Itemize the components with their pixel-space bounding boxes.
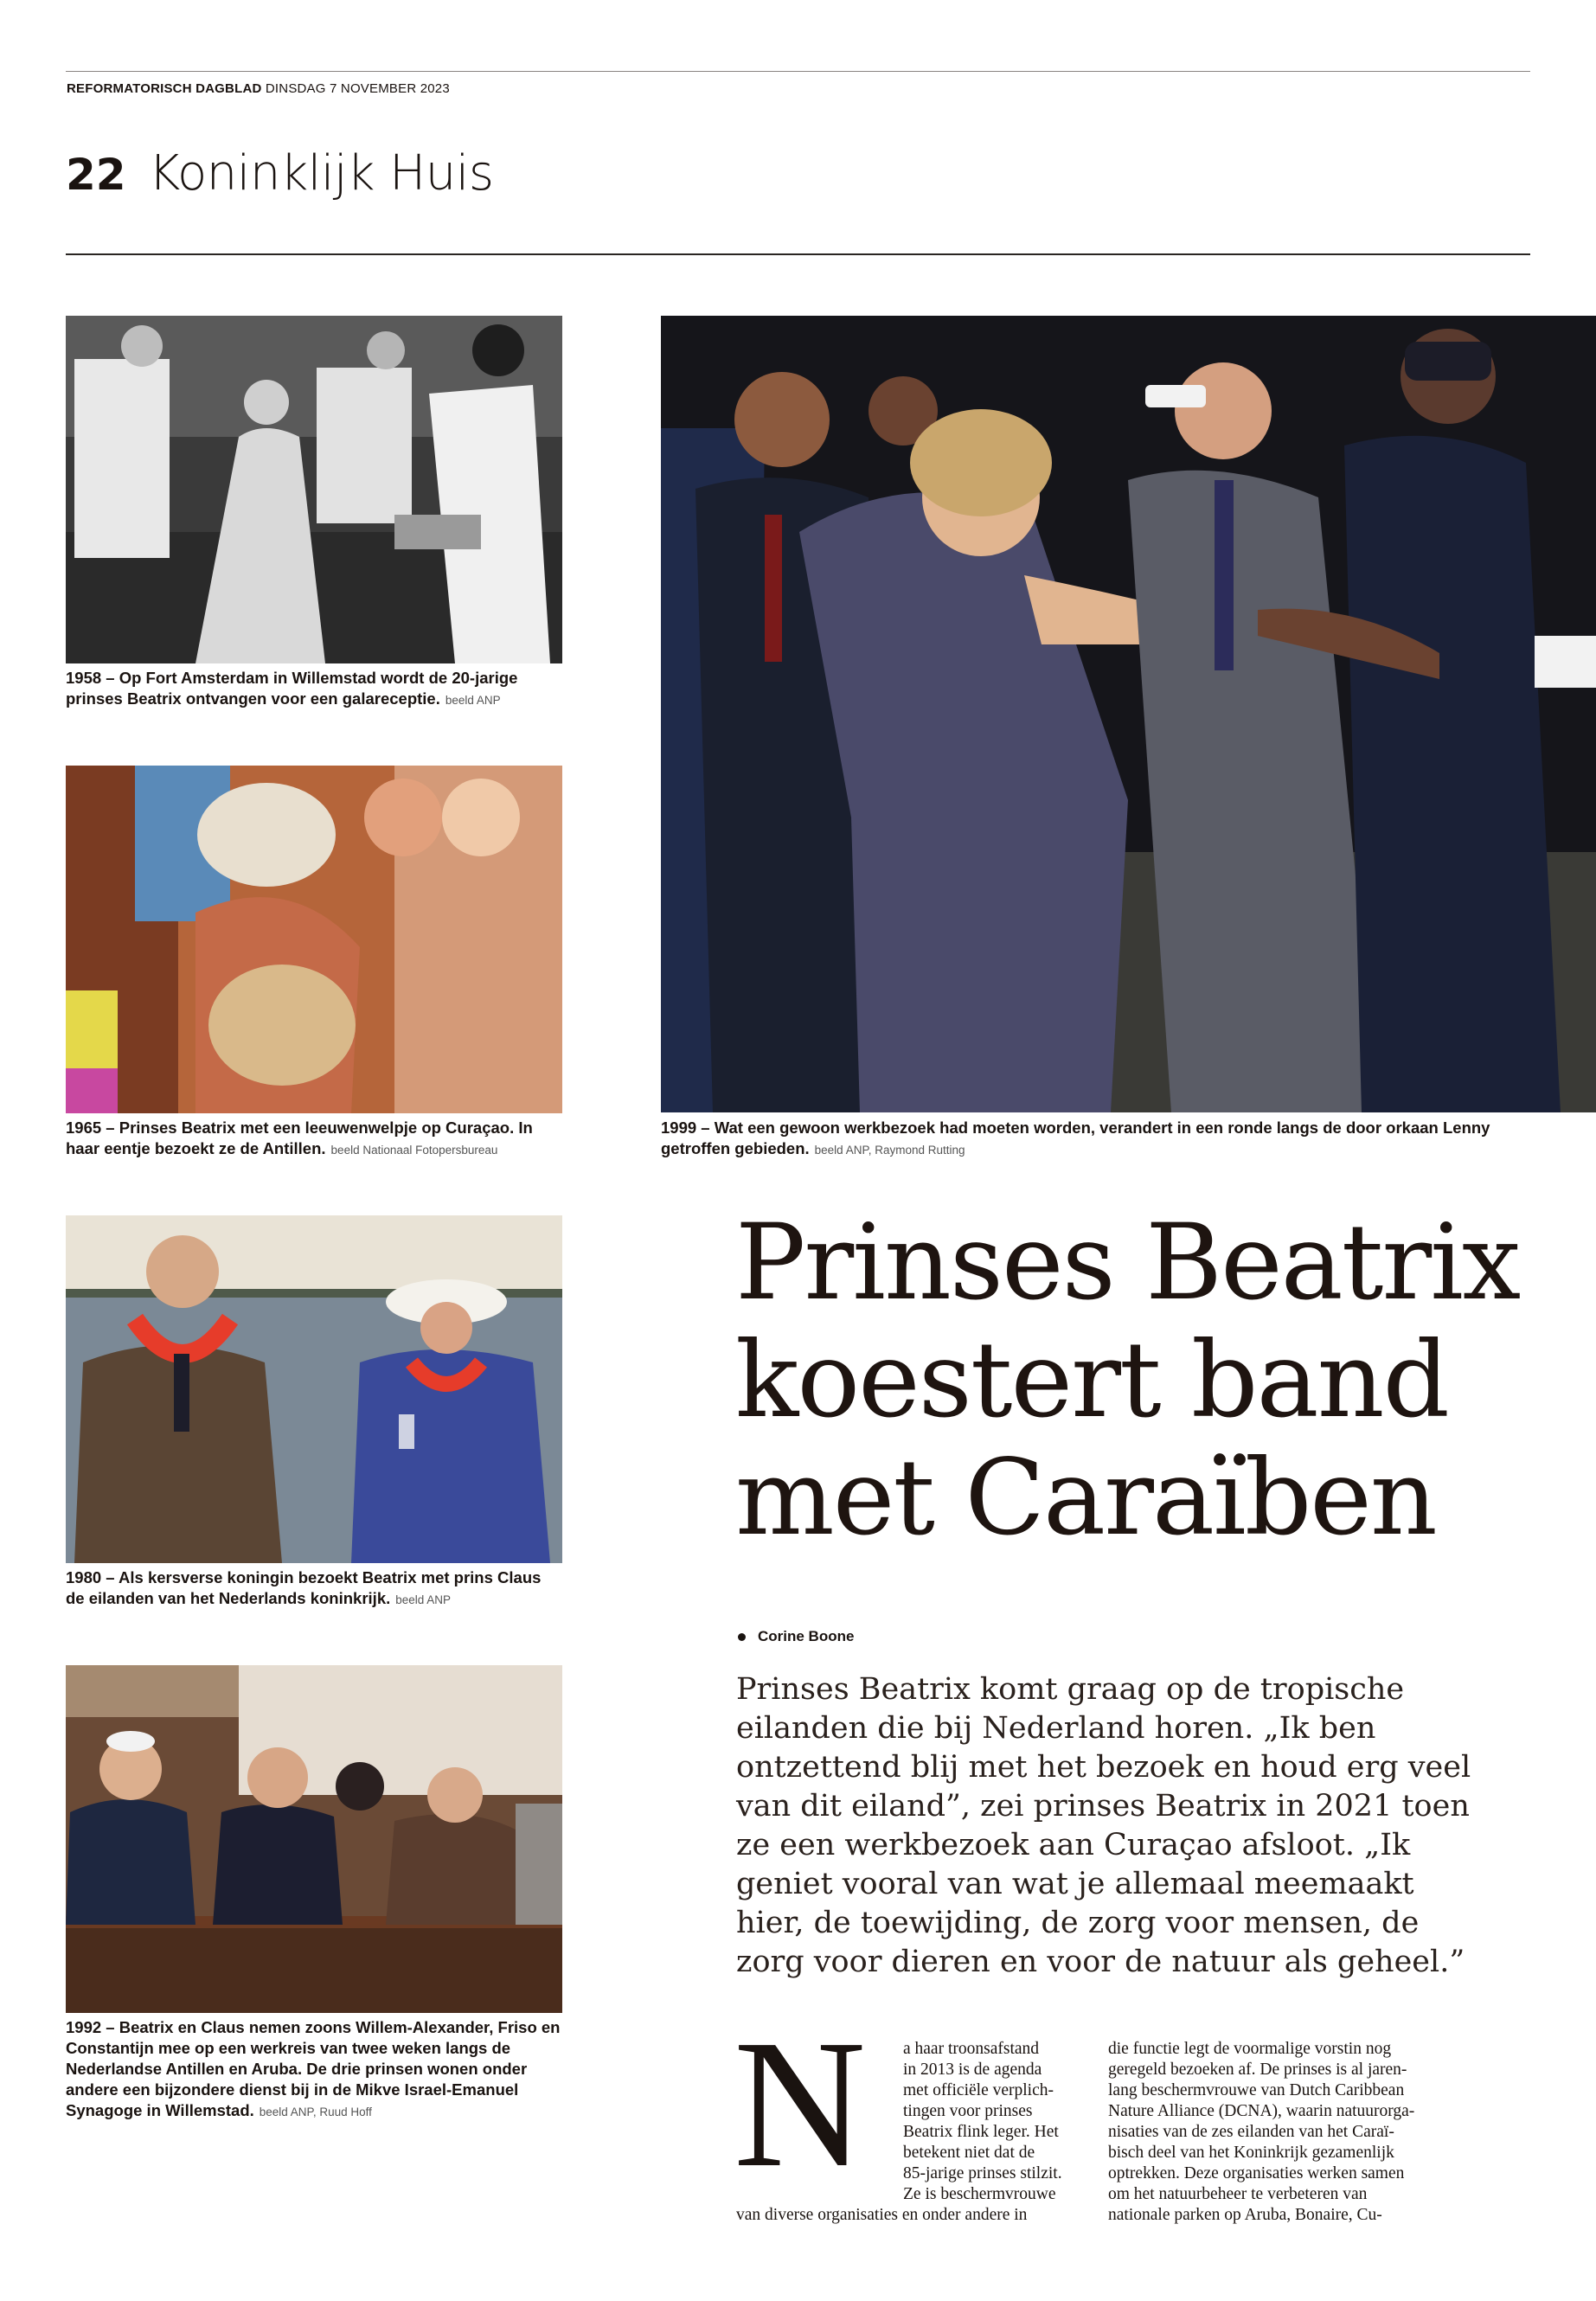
body-line: in 2013 is de agenda bbox=[903, 2061, 1042, 2079]
body-line: betekent niet dat de bbox=[903, 2144, 1035, 2162]
caption-1965 bbox=[66, 1118, 562, 1161]
caption-1958 bbox=[66, 668, 562, 711]
photo-1958 bbox=[66, 316, 562, 663]
caption-text: 1980 – Als kersverse koningin bezoekt Beatrix met prins Claus de eilanden van het Nederlands koninkrijk. bbox=[66, 1568, 542, 1607]
body-line: nationale parken op Aruba, Bonaire, Cu- bbox=[1108, 2206, 1382, 2224]
top-rule bbox=[66, 71, 1530, 72]
photo-credit: beeld ANP, Ruud Hoff bbox=[259, 2106, 372, 2118]
bullet-icon bbox=[738, 1633, 746, 1641]
publication-name: REFORMATORISCH DAGBLAD bbox=[67, 81, 262, 96]
body-line: Ze is beschermvrouwe bbox=[903, 2185, 1056, 2203]
photo-credit: beeld ANP, Raymond Rutting bbox=[814, 1144, 965, 1157]
caption-text: 1958 – Op Fort Amsterdam in Willemstad wordt de 20-jarige prinses Beatrix ontvangen voor een galareceptie. bbox=[66, 669, 518, 708]
page-number: 22 bbox=[66, 150, 126, 200]
article-headline: Prinses Beatrix koestert band met Caraïben bbox=[735, 1202, 1520, 1559]
section-title: Koninklijk Huis bbox=[148, 145, 494, 202]
publication-date: DINSDAG 7 NOVEMBER 2023 bbox=[265, 81, 450, 96]
body-column-2 bbox=[1108, 2039, 1471, 2226]
body-column-1-last-line: van diverse organisaties en onder andere in bbox=[736, 2206, 1028, 2224]
drop-cap: N bbox=[734, 2002, 867, 2205]
body-line: a haar troonsafstand bbox=[903, 2040, 1040, 2058]
body-line: optrekken. Deze organisaties werken samen bbox=[1108, 2164, 1405, 2182]
caption-text: 1999 – Wat een gewoon werkbezoek had moeten worden, verandert in een ronde langs de door orkaan Lenny getroffen gebieden. bbox=[661, 1118, 1490, 1157]
section-rule bbox=[66, 253, 1530, 255]
section-header bbox=[66, 145, 494, 206]
caption-text: 1965 – Prinses Beatrix met een leeuwenwelpje op Curaçao. In haar eentje bezoekt ze de Antillen. bbox=[66, 1118, 533, 1157]
caption-1992 bbox=[66, 2017, 562, 2123]
body-line: tingen voor prinses bbox=[903, 2102, 1033, 2120]
caption-text: 1992 – Beatrix en Claus nemen zoons Willem-Alexander, Friso en Constantijn mee op een werkreis van twee weken langs de Nederlandse Antillen en Aruba. De drie prinsen wonen onder andere een bijzondere dienst bij in de Mikve Israel-Emanuel Synagoge in Willemstad. bbox=[66, 2018, 561, 2119]
photo-1992 bbox=[66, 1665, 562, 2013]
body-line: nisaties van de zes eilanden van het Caraï- bbox=[1108, 2123, 1394, 2141]
body-line: bisch deel van het Koninkrijk gezamenlijk bbox=[1108, 2144, 1394, 2162]
body-line: Beatrix flink leger. Het bbox=[903, 2123, 1059, 2141]
body-line: geregeld bezoeken af. De prinses is al jaren- bbox=[1108, 2061, 1407, 2079]
article-intro: Prinses Beatrix komt graag op de tropische eilanden die bij Nederland horen. „Ik ben ontzettend blij met het bezoek en houd erg veel van dit eiland”, zei prinses Beatrix in 2021 toen ze een werkbezoek aan Curaçao afsloot. „Ik geniet vooral van wat je allemaal meemaakt hier, de toewijding, de zorg voor mensen, de zorg voor dieren en voor de natuur als geheel.” bbox=[736, 1672, 1471, 1979]
photo-1999 bbox=[661, 316, 1596, 1112]
body-line: lang beschermvrouwe van Dutch Caribbean bbox=[1108, 2081, 1405, 2099]
photo-credit: beeld ANP bbox=[445, 694, 501, 707]
body-line: Nature Alliance (DCNA), waarin natuurorga- bbox=[1108, 2102, 1415, 2120]
author-name: Corine Boone bbox=[758, 1628, 855, 1644]
photo-credit: beeld Nationaal Fotopersbureau bbox=[330, 1144, 498, 1157]
body-line: om het natuurbeheer te verbeteren van bbox=[1108, 2185, 1368, 2203]
masthead bbox=[67, 81, 450, 96]
body-line: met officiële verplich- bbox=[903, 2081, 1054, 2099]
caption-1999 bbox=[661, 1118, 1526, 1161]
photo-1980 bbox=[66, 1215, 562, 1563]
body-column-1 bbox=[903, 2039, 1081, 2205]
photo-credit: beeld ANP bbox=[395, 1593, 452, 1606]
caption-1980 bbox=[66, 1567, 562, 1611]
byline bbox=[738, 1628, 854, 1645]
body-line: 85-jarige prinses stilzit. bbox=[903, 2164, 1062, 2182]
photo-1965 bbox=[66, 766, 562, 1113]
body-line: die functie legt de voormalige vorstin nog bbox=[1108, 2040, 1392, 2058]
